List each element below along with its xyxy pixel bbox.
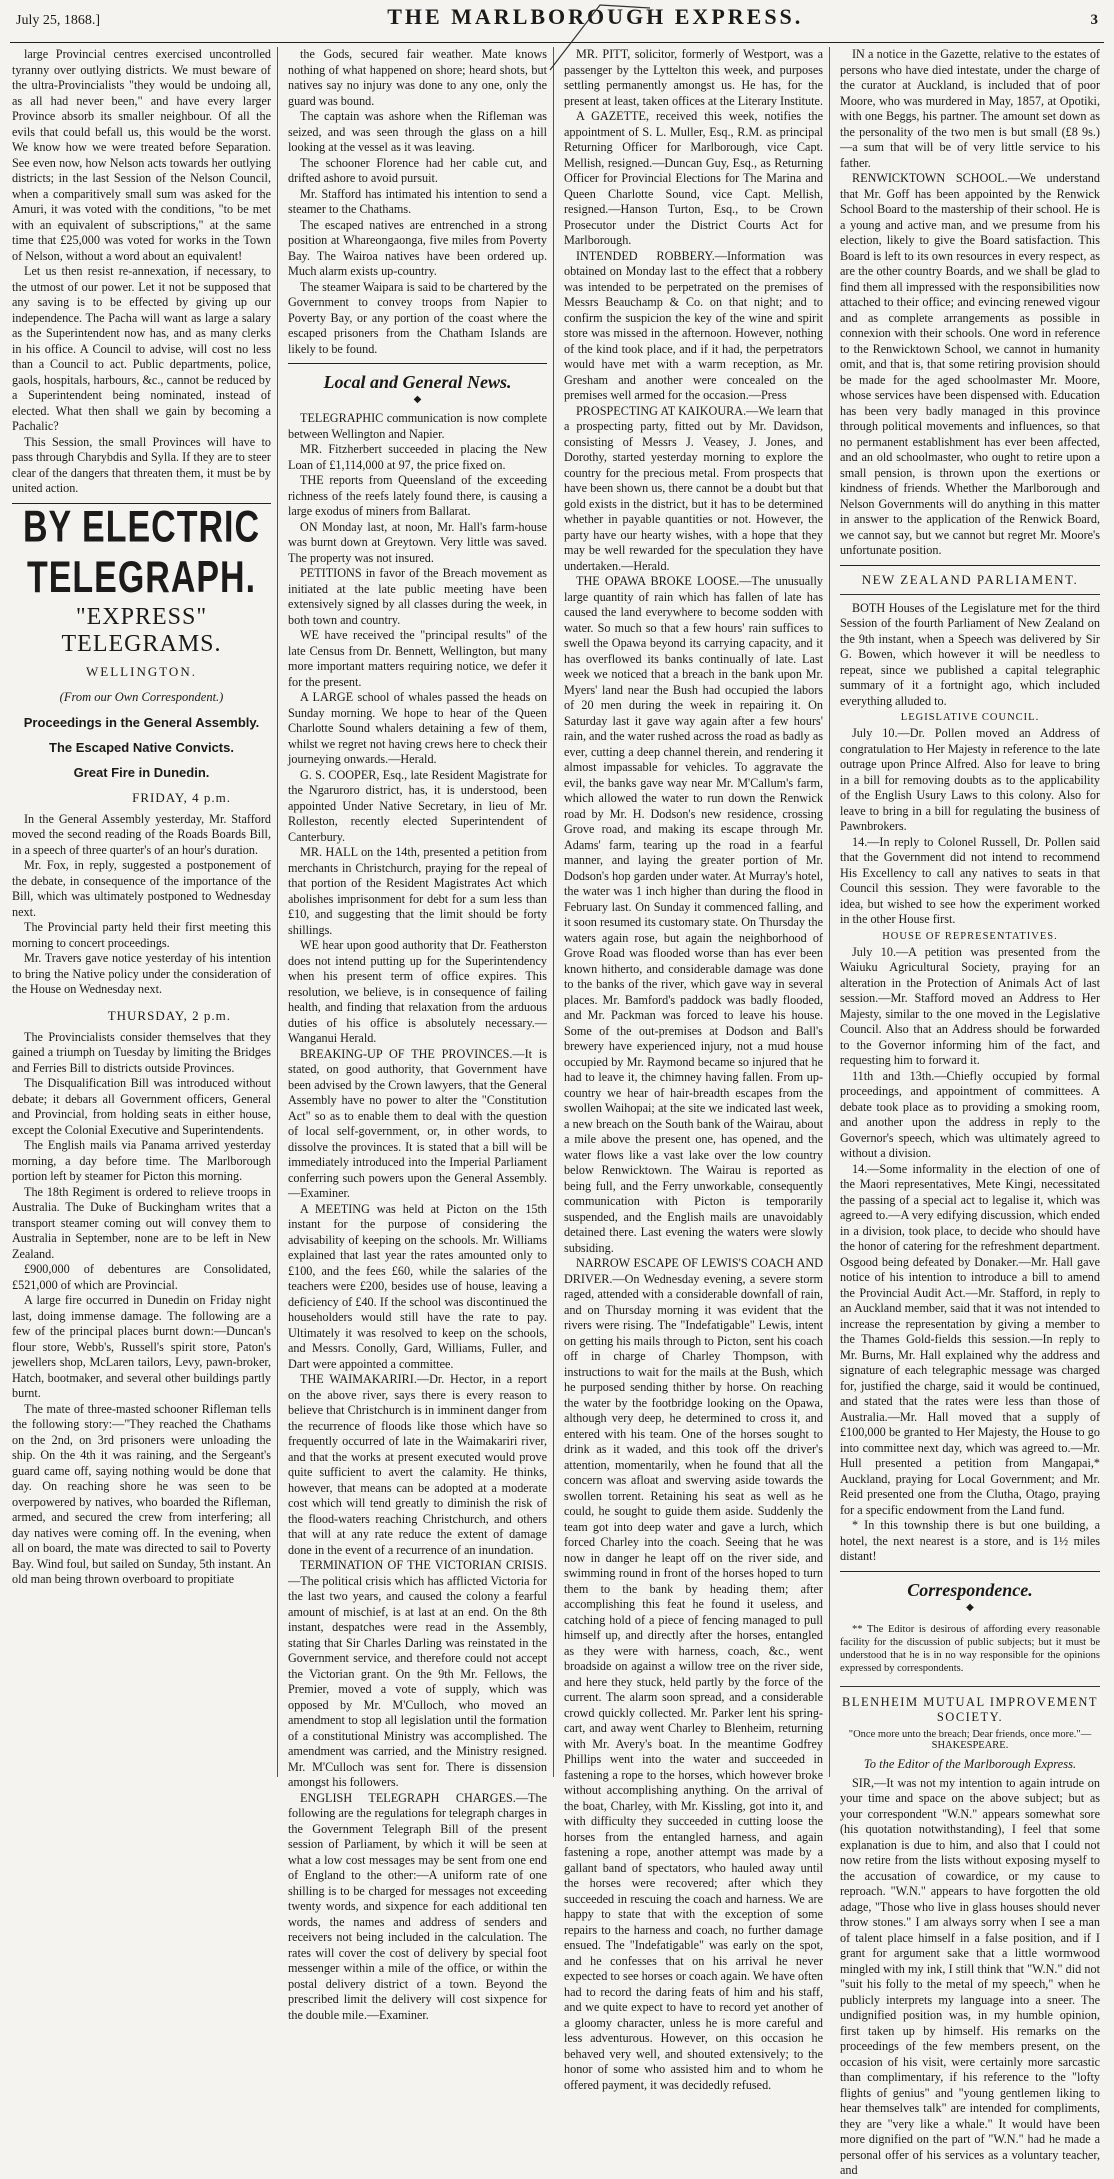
news-item: PROSPECTING AT KAIKOURA.—We learn that a prospecting party, fitted out by Mr. Davidson, consisting of Messrs J. Veasey, J. Jones, and Dorothy, started yesterday morning to explore the country for the precious metal. From prospects that have been shown us, there cannot be a doubt but that gold exists in the district, but it has to be determined whether in payable quantities or not. However, the party have our hearty wishes, with a hope that they may be well rewarded for the speculation they have undertaken.—Herald. [564,403,823,573]
telegram-paragraph: The captain was ashore when the Rifleman was seized, and was seen through the glass on a hill looking at the vessel as it was leaving. [288,109,547,154]
telegram-paragraph: The schooner Florence had her cable cut, and drifted ashore to avoid pursuit. [288,155,547,185]
house-of-representatives-heading: HOUSE OF REPRESENTATIVES. [882,930,1058,942]
telegram-dateline: FRIDAY, 4 p.m. [132,789,231,805]
legislative-council-heading: LEGISLATIVE COUNCIL. [900,712,1040,723]
correspondence-heading: Correspondence. [907,1579,1033,1600]
proceedings-paragraph: July 10.—A petition was presented from the Waiuku Agricultural Society, praying for an alteration in the Protection of Animals Act of last session.—Mr. Stafford moved an Address to Her Majesty, similar to the one moved in the Legislative Council. Also that an Address should be forwarded to the Governor informing him of the fact, and requesting him to forward it. [840,944,1100,1067]
column-2 [286,47,554,2022]
news-item: WE hear upon good authority that Dr. Featherston does not intend putting up for the Superintendency when his present term of office expires. This resolution, we believe, is in consequence of failing health, and finding that relaxation from the arduous duties of his office is absolutely necessary.—Wanganui Herald. [288,938,547,1045]
ornament-diamond-icon: ◆ [413,394,422,405]
news-item: WE have received the "principal results" of the late Census from Dr. Bennett, Wellington, but many more important matters requiring notice, we defer it for the present. [288,628,547,689]
parliament-heading: NEW ZEALAND PARLIAMENT. [861,571,1079,587]
newspaper-title: THE MARLBOROUGH EXPRESS. [387,4,804,29]
news-item: MR. PITT, solicitor, formerly of Westport, was a passenger by the Lyttelton this week, and purposes settling permanently amongst us. He has, for the present at least, taken offices at the Literary Institute. [564,47,823,108]
news-item: ON Monday last, at noon, Mr. Hall's farm-house was burnt down at Greytown. Very little was saved. The property was not insured. [288,519,547,565]
pencil-mark-icon [540,0,660,80]
proceedings-paragraph: 11th and 13th.—Chiefly occupied by formal proceedings, and appointment of committees. A debate took place as to providing a smoking room, and another upon the address in reply to the Governor's speech, which was ultimately agreed to without a division. [840,1068,1100,1160]
telegram-paragraph: Mr. Stafford has intimated his intention to send a steamer to the Chathams. [288,186,547,216]
proceedings-paragraph: 14.—Some informality in the election of one of the Maori representatives, Mete Kingi, necessitated the passing of a special act to legalise it, which was agreed to.—A very edifying discussion, which ended in a division, took place, to decide who should have the honor of catering for the refreshment department. Osgood being defeated by Donaker.—Mr. Hall gave notice of his intention to introduce a bill to amend the Provincial Audit Act.—Mr. Stafford, in reply to an Auckland member, said that it was not intended to increase the representation by giving a member to the Thames Gold-fields this session.—In reply to Mr. Burns, Mr. Hall explained why the address and signature of each telegraphic message was charged for, justified the charge, said it would be continued, and stated that the rates were less than those of Australia.—Mr. Hall moved that a supply of £100,000 be granted to Her Majesty, the House to go into committee next day, which was agreed to.—Mr. Hull presented a petition from Mangapai,* Auckland, praying for Local Government; and Mr. Reid presented one from the Clutha, Otago, praying for a specific endowment from the Land fund. [840,1161,1100,1517]
parliament-intro: BOTH Houses of the Legislature met for the third Session of the fourth Parliament of New Zealand on the 9th instant, when a Speech was delivered by Sir G. Bowen, which however it will be needless to repeat, since we published a capital telegraphic summary of it a fortnight ago, which included everything alluded to. [840,600,1100,708]
column-3 [562,47,830,2092]
local-news-heading: Local and General News. [323,372,512,392]
letter-body: SIR,—It was not my intention to again intrude on your time and space on the above subject; but as your correspondent "W.N." appears somewhat sore (his quotation notwithstanding), I feel that some explanation is due to him, and also that I could not now retire from the lists without exposing myself to the accusation of cowardice, or my cause to reproach. "W.N." appears to have forgotten the old adage, "Those who live in glass houses should never throw stones." I am always sorry when I see a man of talent place himself in a false position, and if I grant for argument sake that a little wormwood mingled with my ink, I still think that "W.N." did not "suit his folly to the metal of my speech," when he publicly interprets my language into a sneer. The undignified position was, in my humble opinion, first taken up by himself. His remarks on the proceedings of the few members present, on the occasion of his visit, were certainly more sarcastic than complimentary, if his reference to the "lofty flights of genius" and "young gentlemen liking to hear themselves talk" are intended for compliments, they are "very like a whale." It would have been more dignified on the part of "W.N." had he made a personal offer of his services as a voluntary teacher, and [840,1775,1100,2177]
correspondent-credit: (From our Own Correspondent.) [59,689,224,704]
page-number: 3 [1090,12,1098,28]
telegram-paragraph: A large fire occurred in Dunedin on Friday night last, doing immense damage. The following are a few of the principal places burnt down:—Duncan's flour store, Webb's, Russell's spirit store, Paton's jewellers shop, McLaren tailors, Levy, pawn-broker, Hatch, bootmaker, and several other buildings partly burnt. [12,1293,271,1400]
society-heading: BLENHEIM MUTUAL IMPROVEMENT SOCIETY. [842,1694,1098,1724]
telegraph-heading: BY ELECTRIC TELEGRAPH. [22,501,261,602]
lead-article [12,47,271,497]
news-item: THE OPAWA BROKE LOOSE.—The unusually large quantity of rain which has fallen of late has caused the land everywhere to become sodden with water. So much so that a few hours' rain suffices to swell the Opawa beyond its carrying capacity, and it has overflowed its banks continually of late. Last week we noticed that a breach in the bank upon Mr. Myers' land near the Bush had occupied the labors of 20 men during the week in repairing it. On Saturday last it gave way again after a few hours' rain, and the water rushed across the road as badly as ever, cutting a deep channel therein, and rendering it almost impassable for vehicles. To aggravate the evil, the banks gave way near Mr. M'Callum's farm, which allowed the water to run down the Renwick road by Mr. H. Dodson's new residence, crossing Grove road, and making its escape through Mr. Adams' farm, tearing up the road in a fearful manner, and laying the greater portion of Mr. Dodson's hop garden under water. At Murray's hotel, the water was 1 inch higher than during the flood in February last. On Sunday it commenced falling, and it soon resumed its customary state. On Thursday the waters again rose, but again the neighborhood of Grove Road was flooded worse than has ever been known hitherto, and considerable damage was done to the banks of the river, which gave way in several places. Mr. Bamford's paddock was badly flooded, and Mr. Packman was forced to leave his house. Some of the out-premises at Dodson and Ball's brewery have experienced injury, not a mud house occupied by Mr. Raymond became so injured that he had to leave it, the chimney having fallen. From up-country we hear of hair-breadth escapes from the swollen Waihopai; at the site we indicated last week, a new breach on the South bank of the Wairau, about a mile above the present one, has opened, and the water flows like a vast lake over the low country below Renwicktown. The Wairau is reported as being full, and the Ferry unworkable, consequently communication with Picton is temporarily suspended, and the English mails are unavoidably detained there. Last evening the waters were slowly subsiding. [564,574,823,1255]
telegram-subhead: Great Fire in Dunedin. [73,764,210,780]
news-item: RENWICKTOWN SCHOOL.—We understand that Mr. Goff has been appointed by the Renwick School Board to the mastership of their school. He is a young and active man, and we presume from his election, likely to give the Board satisfaction. This Board is left to its own resources in every respect, as are the other country Boards, and we shall be glad to find them all impressed with the responsibilities now attached to their office; and evincing renewed vigour and as complete arrangements as possible in connexion with their schools. One word in reference to the Renwicktown School, we cannot in humanity omit, and that is, that some retiring provision should be made for the aged schoolmaster Mr. Moore, whose services have been dispensed with. Education has been very badly managed in this province through political movements and influences, so that no permanent establishment has ever been affected, and an old schoolmaster, who ought to retire upon a small pension, is thrown upon the exertions or kindness of friends. Whether the Marlborough and Nelson Governments will do anything in this matter in answer to the application of the Renwick Board, we cannot say, but we cannot but regret Mr. Moore's unfortunate position. [840,171,1100,557]
telegram-paragraph: The Provincialists consider themselves that they gained a triumph on Tuesday by limiting the Bridges and Ferries Bill to districts outside Provinces. [12,1029,271,1075]
news-item: ENGLISH TELEGRAPH CHARGES.—The following are the regulations for telegraph charges in the Government Telegraph Bill of the present session of Parliament, by which it will be seen at what a low cost messages may be sent from one end of England to the other:—A uniform rate of one shilling is to be charged for messages not exceeding twenty words, and sixpence for each additional ten words, the names and address of senders and receivers not being included in the calculation. The rates will cover the cost of delivery by special foot messenger within a mile of the office, or within the postal delivery district of a town. Beyond the prescribed limit the delivery will cost sixpence for the double mile.—Examiner. [288,1790,547,2022]
telegram-paragraph: The steamer Waipara is said to be chartered by the Government to convey troops from Napier to Poverty Bay, or any portion of the coast where the escaped prisoners from the Chatham Islands are likely to be found. [288,279,547,356]
proceedings-paragraph: July 10.—Dr. Pollen moved an Address of congratulation to Her Majesty in reference to the late outrage upon Prince Alfred. Also for leave to bring in a bill for removing doubts as to the applicability of the English Usury Laws to this colony. Also for leave to bring in a bill for regulating the business of Pawnbrokers. [840,726,1100,833]
letter-salutation: To the Editor of the Marlborough Express. [863,1756,1077,1771]
news-item: INTENDED ROBBERY.—Information was obtained on Monday last to the effect that a robbery was intended to be perpetrated on the premises of Messrs Beauchamp & Co. on that night; and to confirm the suspicion the key of the wine and spirit store was missed in the afternoon. However, nothing of the kind took place, and if it had, the perpetrators would have met with a warm reception, as Mr. Gresham and another were concealed on the premises well armed for the occasion.—Press [564,248,823,402]
telegram-paragraph: The English mails via Panama arrived yesterday morning, a day before time. The Marlborough portion left by steamer for Picton this morning. [12,1138,271,1183]
telegram-paragraph: The escaped natives are entrenched in a strong position at Whareongaonga, five miles from Poverty Bay. The Wairoa natives have been ordered up. Much alarm exists up-country. [288,217,547,278]
issue-date: July 25, 1868.] [16,13,100,28]
news-item: TELEGRAPHIC communication is now complete between Wellington and Napier. [288,411,547,441]
telegram-paragraph: £900,000 of debentures are Consolidated, £521,000 of which are Provincial. [12,1262,271,1292]
news-item: THE reports from Queensland of the exceeding richness of the reefs lately found there, is causing a large exodus of miners from Ballarat. [288,473,547,518]
news-item: MR. HALL on the 14th, presented a petition from merchants in Christchurch, praying for the repeal of that portion of the Resident Magistrates Act which abolishes imprisonment for debt for a sum less than £10, and suggesting that the limit should be forty shillings. [288,845,547,937]
article-paragraph: Let us then resist re-annexation, if necessary, to the utmost of our power. Let it not be supposed that any saving is to be effected by giving up our independence. The Pacha will want as large a salary as the Superintendent now has, and as many clerks in his office. A Council to advise, will cost no less than a Council to act. Public departments, police, gaols, hospitals, harbours, &c., cannot be reduced by a Superintendent being nominated, instead of elected. What then shall we gain by becoming a Pachalic? [12,264,271,433]
dateline-place: WELLINGTON. [86,663,197,679]
motto-quote: "Once more unto the breach; Dear friends, once more."—SHAKESPEARE. [848,1728,1092,1751]
news-item: PETITIONS in favor of the Breach movement as initiated at the late public meeting have been extensively signed by all classes during the week, in both town and country. [288,566,547,627]
news-item: THE WAIMAKARIRI.—Dr. Hector, in a report on the above river, says there is every reason to believe that Christchurch is in imminent danger from the recurrence of floods like those which have so frequently occurred of late in the Waimakariri river, and that the works at present executed would prove quite sufficient to avert the calamity. He thinks, however, that means can be adopted at a moderate cost which will tend greatly to diminish the risk of the flood-waters reaching Christchurch, and others that will at any rate reduce the extent of damage done in the event of a recurrence of an inundation. [288,1372,547,1557]
telegram-paragraph: The Provincial party held their first meeting this morning to concert proceedings. [12,920,271,950]
news-item: A LARGE school of whales passed the heads on Sunday morning. We hope to hear of the Queen Charlotte Sound whalers detaining a few of them, whilst we regret not having crews here to check their journeying onwards.—Herald. [288,690,547,766]
ornament-diamond-icon: ◆ [966,1601,974,1613]
telegram-paragraph: Mr. Travers gave notice yesterday of his intention to bring the Native policy under the consideration of the House on Wednesday next. [12,951,271,996]
telegrams-heading: "EXPRESS" TELEGRAMS. [61,603,222,657]
telegram-paragraph: In the General Assembly yesterday, Mr. Stafford moved the second reading of the Roads Boards Bill, in a speech of three quarter's of an hour's duration. [12,811,271,857]
telegram-subhead: Proceedings in the General Assembly. [23,714,260,730]
news-item: TERMINATION OF THE VICTORIAN CRISIS.—The political crisis which has afflicted Victoria for the last two years, and caused the colony a fearful amount of mischief, is at last at an end. On the 8th instant, despatches were read in the Assembly, stating that Sir Charles Darling was reinstated in the Government service, and therefore could not accept the Victorian grant. On the 9th Mr. Fellows, the Premier, moved a vote of supply, which was opposed by Mr. M'Culloch, who moved an amendment to stop all legislation until the formation of a constitutional Ministry was accomplished. The amendment was carried, and the Ministry resigned. Mr. M'Culloch was sent for. There is dissension amongst his followers. [288,1558,547,1789]
telegram-paragraph: the Gods, secured fair weather. Mate knows nothing of what happened on shore; heard shots, but natives say no injury was done to any one, only the guard was bound. [288,47,547,108]
telegram-subhead: The Escaped Native Convicts. [49,739,234,755]
news-item: IN a notice in the Gazette, relative to the estates of persons who have died intestate, under the charge of the curator at Auckland, is included that of poor Moore, who was murdered in May, 1857, at Opotiki, with one Beggs, his partner. The amount set down as the personality of the two men is but small (£8 9s.)—a sum that will be of very little service to his father. [840,47,1100,170]
news-item: NARROW ESCAPE OF LEWIS'S COACH AND DRIVER.—On Wednesday evening, a severe storm raged, attended with a considerable downfall of rain, and on Thursday morning it was evident that the rivers were rising. The "Indefatigable" Lewis, intent on getting his mails through to Picton, sent his coach off in charge of Charley Thompson, with instructions to wait for the mails at the Bush, which he purposed sending thither by horse. On reaching the water by the footbridge looking on the Opawa, although very deep, he determined to cross it, and entered with his team. One of the horses sought to drink as it waded, and this took off the driver's attention, momentarily, when he found that all the concern was afloat and swerving aside towards the swollen torrent. Retaining his seat as well as he could, he sought to guide them aside. Suddenly the team got into deep water and gave a lurch, which forced Charley into the coach. Seeing that he was now in danger he leapt off on the river side, and swimming round in front of the horses hoped to turn them to the bank by heading them; after accomplishing this feat he found it useless, and catching hold of a piece of fencing managed to pull himself up, and directly after the horses, entangled as they were with harness, coach, &c., went broadside on against a willow tree on the river side, and here they stuck, held partly by the force of the current. The alarm soon spread, and a considerable crowd quickly collected. Mr. Parker lent his spring-cart, and away went Charley to Blenheim, returning with Mr. Avery's boat. In the meantime Godfrey Phillips went into the water and succeeded in fastening a rope to the horses, which however broke without accomplishing anything. On the arrival of the boat, Charley, with Mr. Kissling, got into it, and with difficulty they succeeded in cutting loose the horses from the entangled harness, and again fastening a rope, another attempt was made by a gallant band of spectators, who hauled away until the horses were recovered; after which they succeeded in rescuing the coach and harness. We are happy to state that with the exception of some repairs to the harness and coach, no further damage ensued. The "Indefatigable" was early on the spot, and he confesses that on his arrival he never expected to see horses or coach again. We have often had to record the daring feats of him and his staff, and we quite expect to have to record yet another of a gloomy character, unless he is more careful and less adventurous. However, on this occasion he behaved very well, and shouted extensively; to the honor of some who assisted him and to whom he offered payment, it was decidedly refused. [564,1256,823,2092]
news-item: BREAKING-UP OF THE PROVINCES.—It is stated, on good authority, that Government have been advised by the Crown lawyers, that the General Assembly have no power to alter the "Constitution Act" so as to enable them to deal with the question of local self-government, or, in other words, to dissolve the provinces. It is stated that a bill will be immediately introduced into the Imperial Parliament conferring such powers upon the General Assembly.—Examiner. [288,1046,547,1200]
column-4 [838,47,1106,2177]
telegram-dateline: THURSDAY, 2 p.m. [107,1007,231,1023]
proceedings-paragraph: 14.—In reply to Colonel Russell, Dr. Pollen said that the Government did not intend to recommend His Excellency to call any natives to seats in that Council this session. They were favorable to the idea, but wished to see how the experiment worked in the other House first. [840,834,1100,926]
telegram-paragraph: The Disqualification Bill was introduced without debate; it debars all Government officers, General and Provincial, from holding seats in either house, except the Colonial Executive and Superintendents. [12,1076,271,1137]
editor-note: ** The Editor is desirous of affording every reasonable facility for the discussion of public subjects; but it must be understood that he is in no way responsible for the opinions expressed by correspondents. [840,1624,1100,1674]
column-1 [10,47,278,1777]
news-item: A MEETING was held at Picton on the 15th instant for the purpose of considering the advisability of keeping on the schools. Mr. Williams explained that last year the rates amounted only to £100, and the fees £60, while the salaries of the teachers were £200, besides use of house, leaving a deficiency of £40. If the school was discontinued the householders would still have the rate to pay. Ultimately it was resolved to keep on the schools, and Messrs. Conolly, Gard, Williams, Fuller, and Dart were appointed a committee. [288,1201,547,1371]
article-paragraph: This Session, the small Provinces will have to pass through Charybdis and Sylla. If they are to steer clear of the dangers that threaten them, it must be by united action. [12,434,271,495]
telegram-paragraph: The 18th Regiment is ordered to relieve troops in Australia. The Duke of Buckingham writes that a transport steamer coming out will convey them to Australia in September, none are to be left in New Zealand. [12,1184,271,1261]
news-item: MR. Fitzherbert succeeded in placing the New Loan of £1,114,000 at 97, the price fixed on. [288,442,547,472]
news-item: G. S. COOPER, Esq., late Resident Magistrate for the Ngaruroro district, has, it is understood, been appointed Under Native Secretary, in lieu of Mr. Rolleston, recently elected Superintendent of Canterbury. [288,767,547,844]
news-item: A GAZETTE, received this week, notifies the appointment of S. L. Muller, Esq., R.M. as principal Returning Officer for Marlborough, vice Capt. Mellish, resigned.—Duncan Guy, Esq., as Returning Officer for Provincial Elections for The Marina and Queen Charlotte Sound, vice Capt. Mellish, resigned.—Hanson Turton, Esq., to be Crown Prosecutor under the District Courts Act for Marlborough. [564,109,823,247]
telegram-paragraph: The mate of three-masted schooner Rifleman tells the following story:—"They reached the Chathams on the 2nd, on 3rd prisoners were unloading the ship. On the 4th it was raining, and the Sergeant's guard came off, saying nothing would be done that day. On reaching shore he was seen to be overpowered by natives, who boarded the Rifleman, armed, and secured the crew from interfering; all day natives were coming off. In the evening, when all on board, the mate was directed to sail to Poverty Bay. Wind foul, but sailed on Sunday, 5th instant. An old man being thrown overboard to propitiate [12,1401,271,1586]
telegram-paragraph: Mr. Fox, in reply, suggested a postponement of the debate, in consequence of the importance of the Bill, which was ultimately postponed to Wednesday next. [12,858,271,919]
article-paragraph: large Provincial centres exercised uncontrolled tyranny over outlying districts. We must beware of the ultra-Provincialists "they would be undoing all, as all had never been," and have every larger Province absorb its smaller neighbour. Of all the evils that could befall us, this would be the worst. We know how we were treated before Separation. See even now, how Nelson acts towards her outlying districts; in the last Session of the Nelson Council, when a comparitively small sum was asked for the Amuri, it was voted with the conditions, "to be met with an equivalent of subscriptions," at the same time that £25,000 was voted for works in the Town of Nelson, without a word about an equivalent! [12,47,271,263]
footnote: * In this township there is but one building, a hotel, the next nearest is a store, and is 1½ miles distant! [840,1518,1100,1563]
